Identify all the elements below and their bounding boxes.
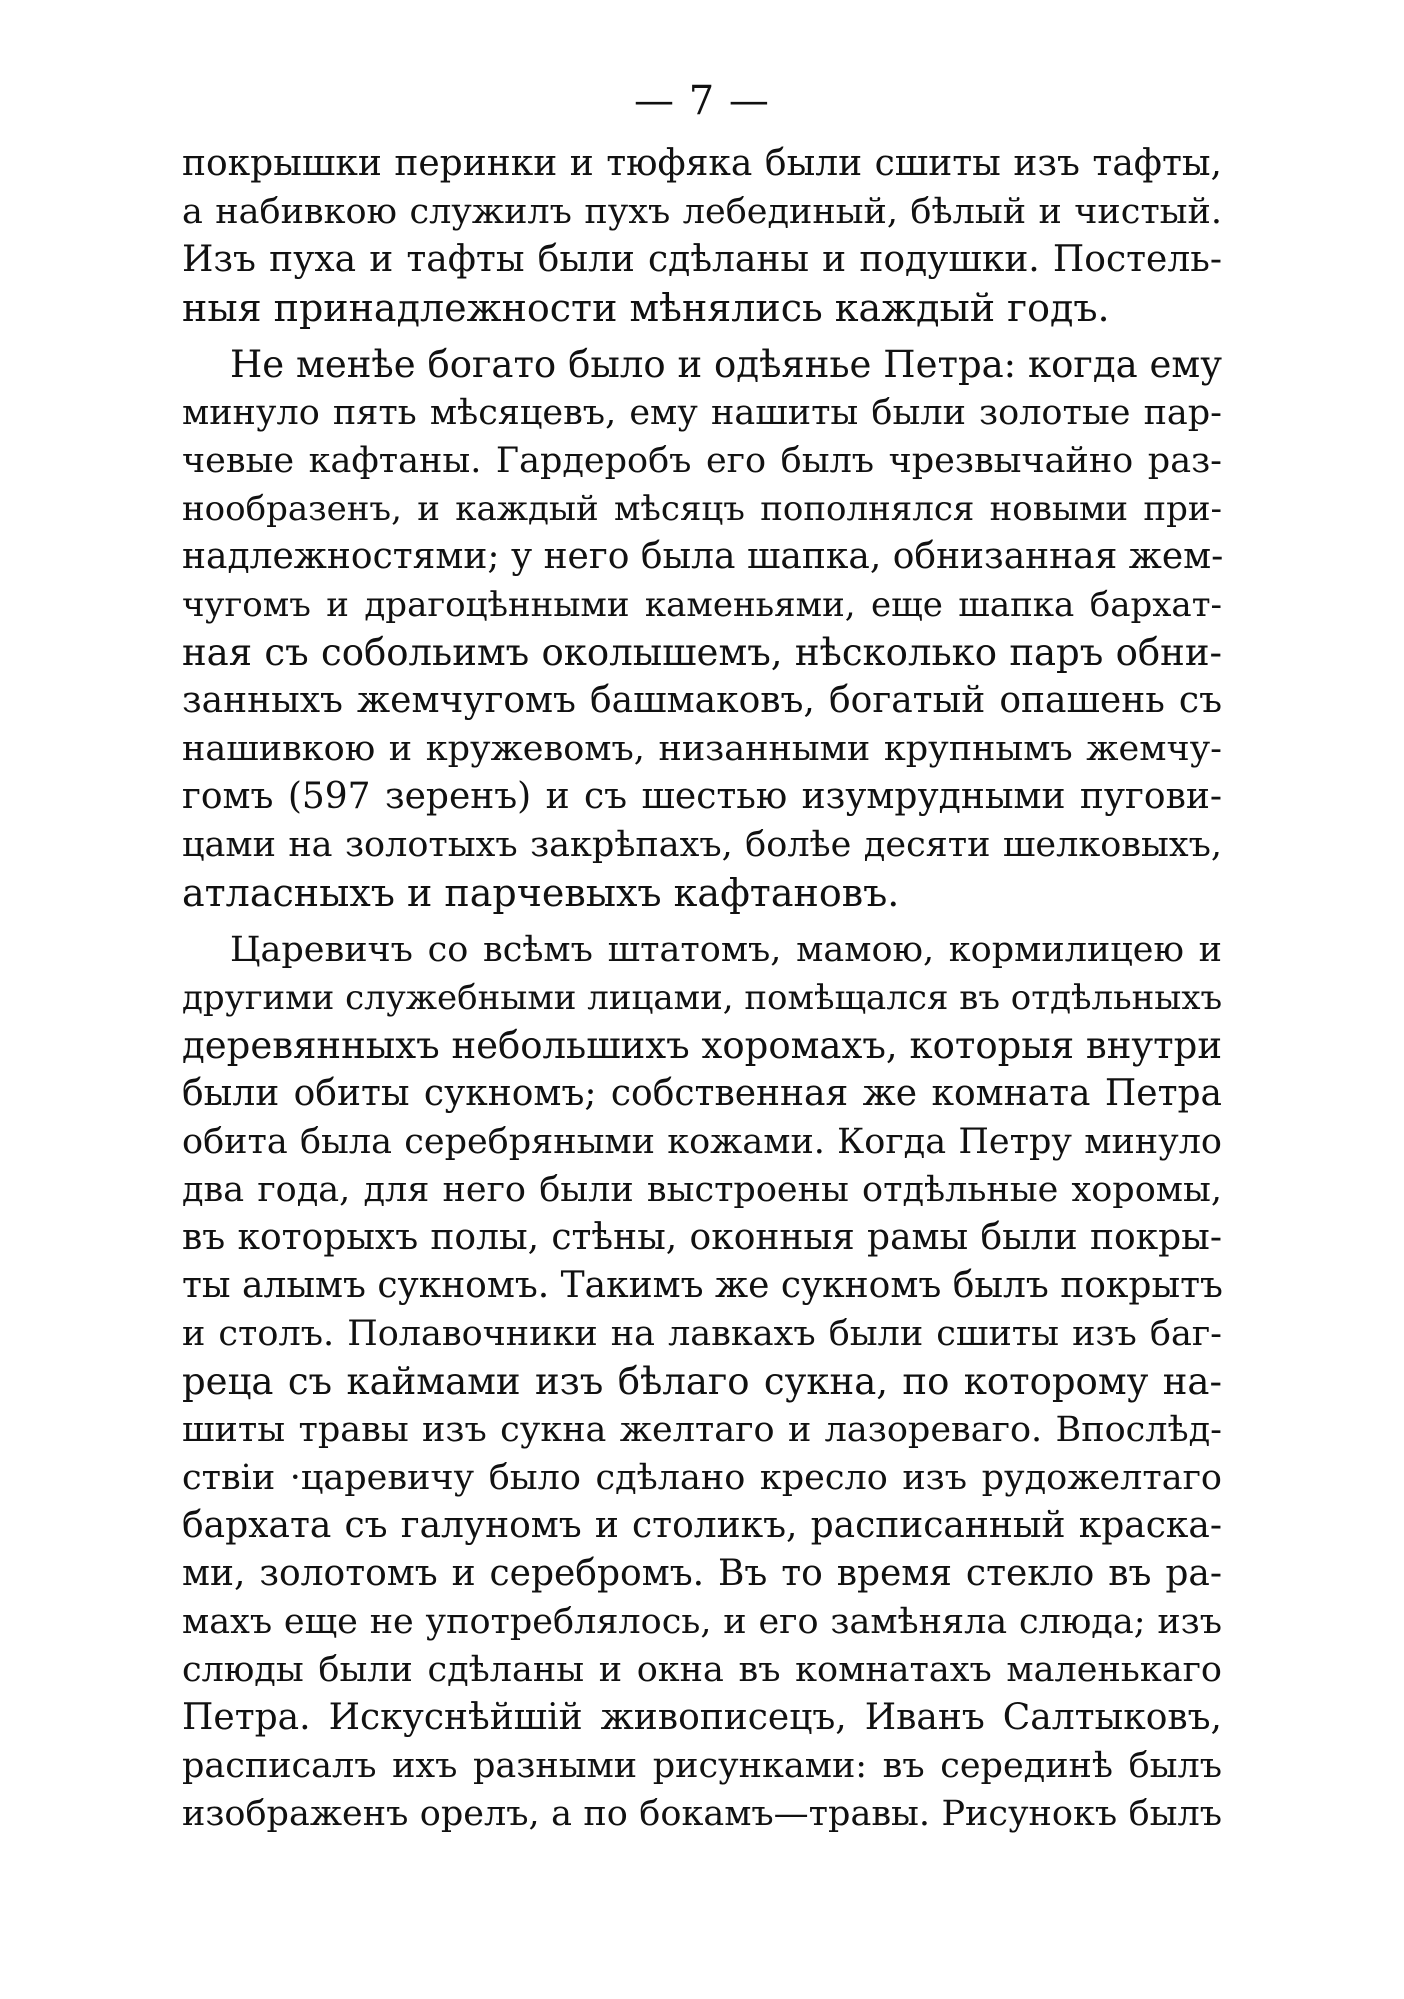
text-line: ныя принадлежности мѣнялись каждый годъ. bbox=[182, 286, 1110, 330]
text-line: слюды были сдѣланы и окна въ комнатахъ маленькаго bbox=[182, 1650, 1222, 1690]
text-line: нашивкою и кружевомъ, низанными крупнымъ жемчу- bbox=[182, 729, 1222, 769]
text-line: другими служебными лицами, помѣщался въ отдѣльныхъ bbox=[182, 978, 1223, 1018]
text-line: чевые кафтаны. Гардеробъ его былъ чрезвычайно раз- bbox=[182, 441, 1222, 481]
text-line: изображенъ орелъ, а по бокамъ—травы. Рисунокъ былъ bbox=[182, 1794, 1222, 1834]
text-line: Изъ пуха и тафты были сдѣланы и подушки. Постель- bbox=[182, 239, 1222, 280]
text-line: атласныхъ и парчевыхъ кафтановъ. bbox=[182, 871, 900, 915]
text-line: ми, золотомъ и серебромъ. Въ то время стекло въ ра- bbox=[182, 1553, 1222, 1594]
text-line: реца съ каймами изъ бѣлаго сукна, по которому на- bbox=[182, 1360, 1222, 1403]
text-line: ты алымъ сукномъ. Такимъ же сукномъ былъ покрытъ bbox=[182, 1265, 1223, 1306]
text-line: деревянныхъ небольшихъ хоромахъ, которыя внутри bbox=[182, 1024, 1222, 1067]
text-line: махъ еще не употреблялось, и его замѣняла слюда; изъ bbox=[182, 1602, 1222, 1642]
page-number: — 7 — bbox=[634, 78, 770, 124]
text-line: и столъ. Полавочники на лавкахъ были сшиты изъ баг- bbox=[182, 1314, 1222, 1354]
text-line: бархата съ галуномъ и столикъ, расписанный краска- bbox=[182, 1505, 1222, 1546]
text-line: гомъ (597 зеренъ) и съ шестью изумрудными пугови- bbox=[182, 776, 1222, 817]
text-line: были обиты сукномъ; собственная же комната Петра bbox=[182, 1073, 1222, 1114]
text-line: Петра. Искуснѣйшій живописецъ, Иванъ Салтыковъ, bbox=[182, 1697, 1222, 1738]
text-line: обита была серебряными кожами. Когда Петру минуло bbox=[182, 1122, 1222, 1162]
text-line: надлежностями; у него была шапка, обнизанная жем- bbox=[182, 536, 1224, 577]
text-line: покрышки перинки и тюфяка были сшиты изъ тафты, bbox=[182, 143, 1222, 184]
text-line: чугомъ и драгоцѣнными каменьями, еще шапка бархат- bbox=[182, 585, 1222, 625]
text-line: въ которыхъ полы, стѣны, оконныя рамы были покры- bbox=[182, 1217, 1222, 1258]
text-line: шиты травы изъ сукна желтаго и лазореваго. Впослѣд- bbox=[182, 1410, 1222, 1450]
text-line: расписалъ ихъ разными рисунками: въ серединѣ былъ bbox=[182, 1746, 1222, 1786]
text-line: Не менѣе богато было и одѣянье Петра: когда ему bbox=[230, 343, 1222, 386]
text-line: нообразенъ, и каждый мѣсяцъ пополнялся новыми при- bbox=[182, 489, 1222, 529]
text-line: минуло пять мѣсяцевъ, ему нашиты были золотые пар- bbox=[182, 393, 1222, 433]
text-line: Царевичъ со всѣмъ штатомъ, мамою, кормилицею и bbox=[230, 930, 1222, 970]
text-line: два года, для него были выстроены отдѣльные хоромы, bbox=[182, 1170, 1222, 1210]
text-line: цами на золотыхъ закрѣпахъ, болѣе десяти шелковыхъ, bbox=[182, 825, 1222, 865]
text-line: ная съ собольимъ околышемъ, нѣсколько паръ обни- bbox=[182, 631, 1222, 674]
text-line: а набивкою служилъ пухъ лебединый, бѣлый и чистый. bbox=[182, 192, 1222, 232]
text-line: ствіи ·царевичу было сдѣлано кресло изъ рудожелтаго bbox=[182, 1458, 1222, 1498]
text-line: занныхъ жемчугомъ башмаковъ, богатый опашень съ bbox=[182, 680, 1222, 721]
body-text bbox=[182, 140, 1222, 1838]
